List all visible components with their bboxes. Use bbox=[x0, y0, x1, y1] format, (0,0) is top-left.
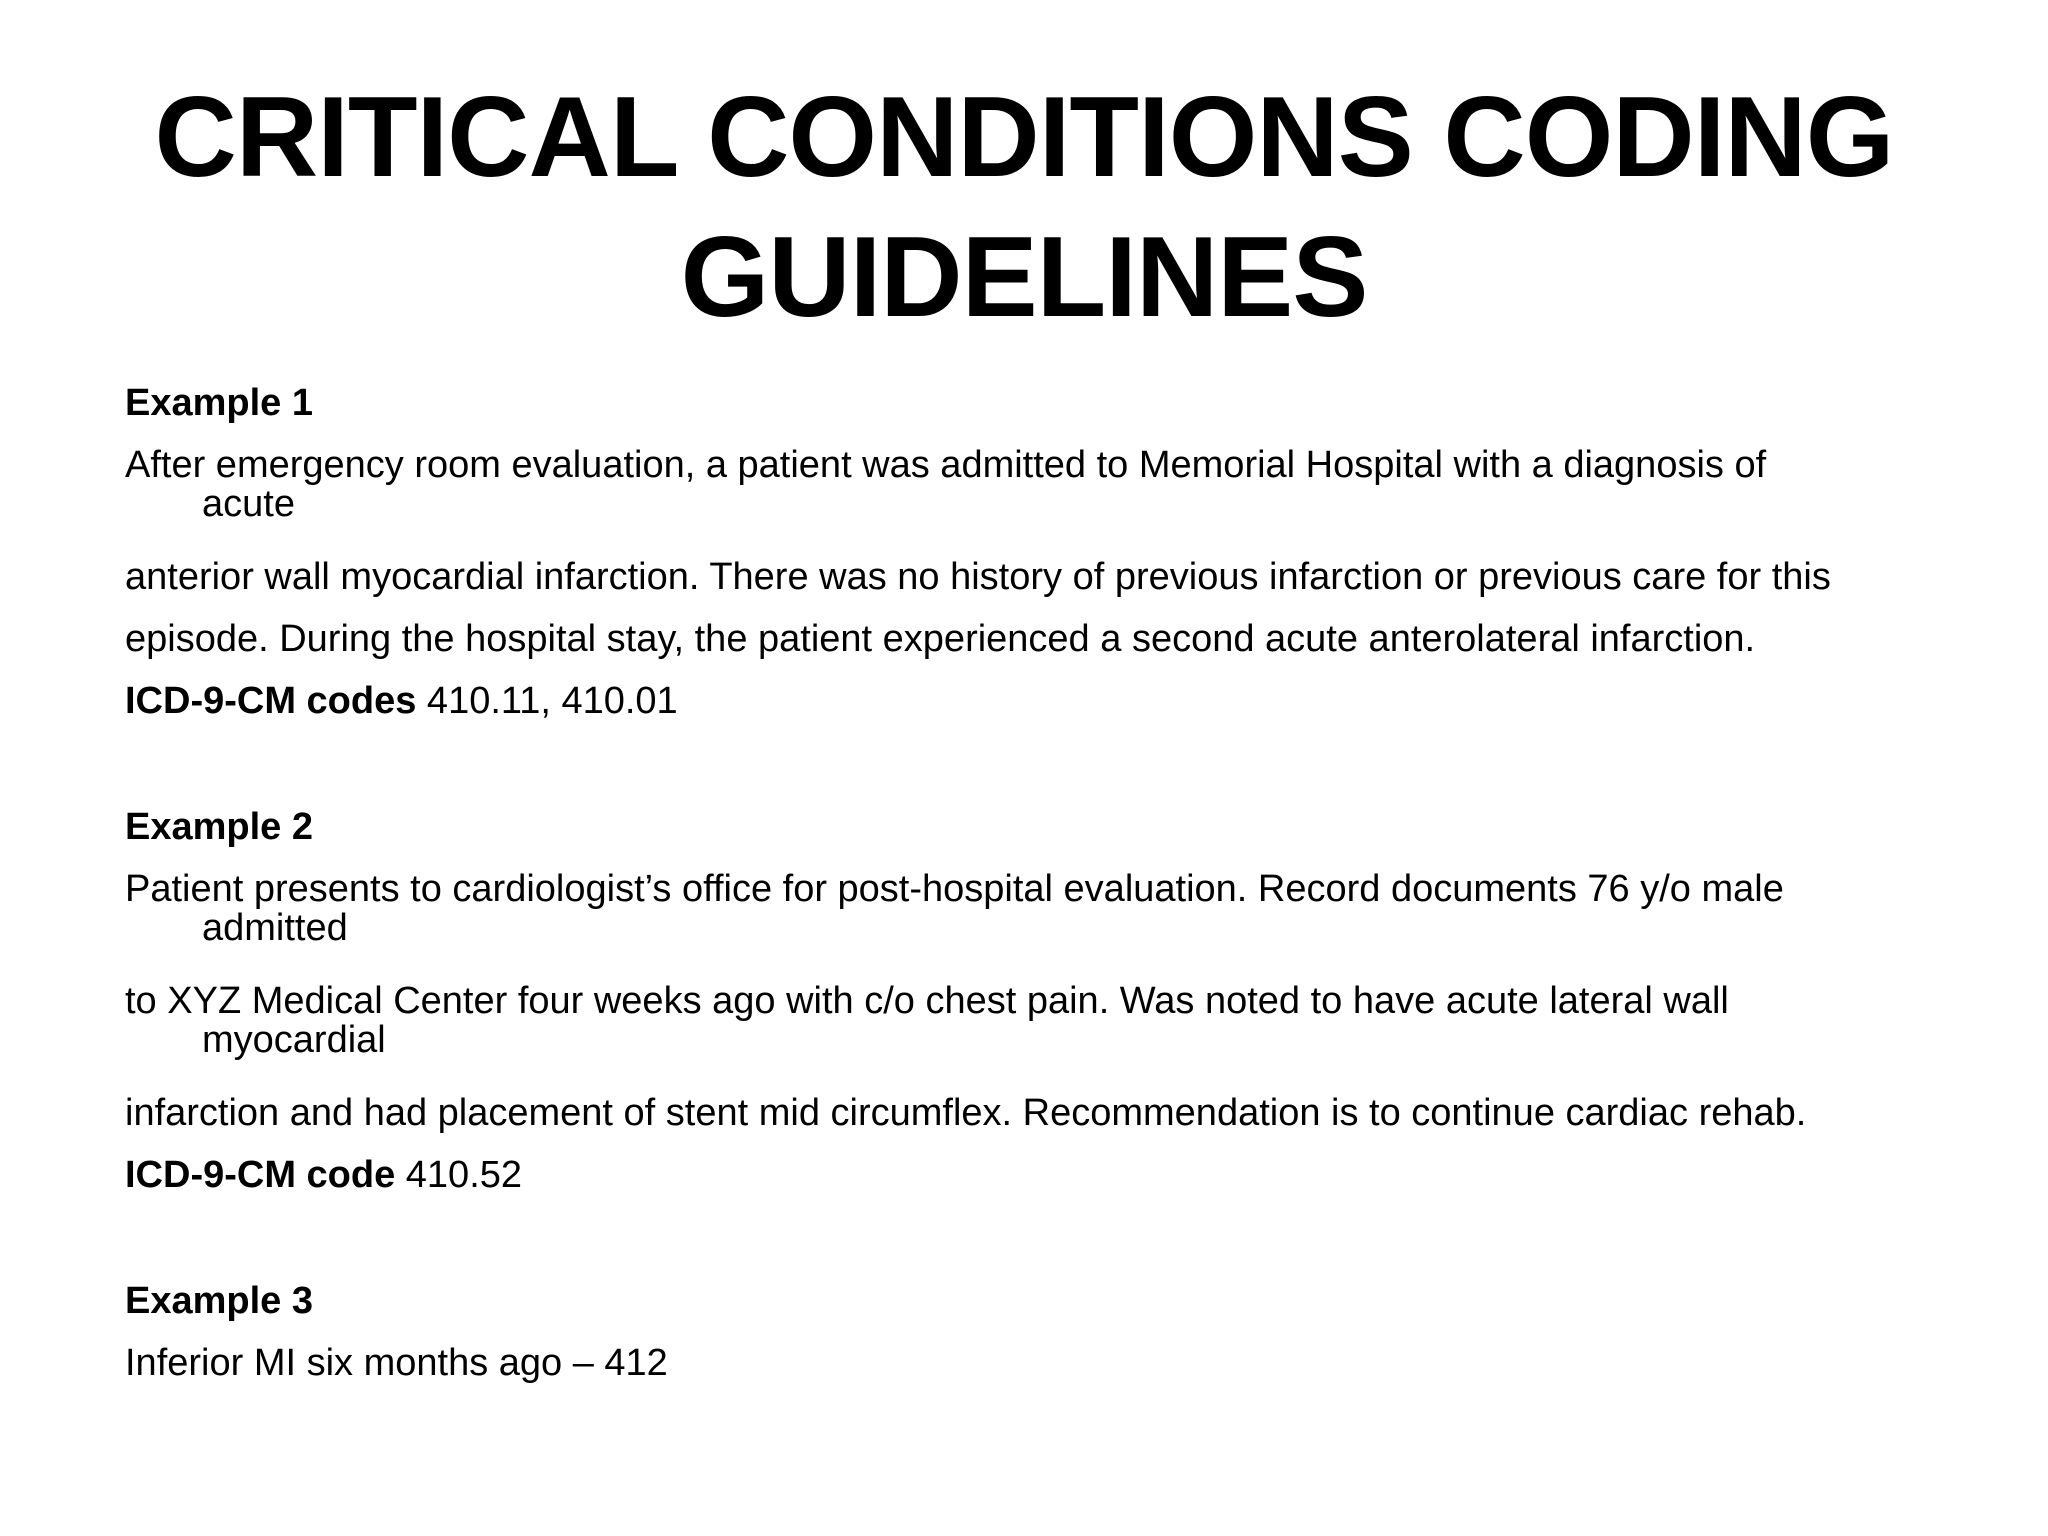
title-line-1: CRITICAL CONDITIONS CODING bbox=[154, 74, 1894, 201]
example-2-code-label: ICD-9-CM code bbox=[125, 1154, 396, 1196]
example-3 bbox=[125, 1270, 1965, 1394]
title-line-2: GUIDELINES bbox=[680, 214, 1368, 341]
section-gap bbox=[125, 1206, 1965, 1270]
example-1-line-3: episode. During the hospital stay, the patient experienced a second acute anterolateral infarction. bbox=[125, 618, 1756, 660]
example-2-line-3: infarction and had placement of stent mid circumflex. Recommendation is to continue cardiac rehab. bbox=[125, 1092, 1807, 1134]
document-body bbox=[125, 372, 1965, 1394]
example-2-line-1-wrap: admitted bbox=[202, 907, 348, 949]
example-1-heading: Example 1 bbox=[125, 382, 313, 424]
section-gap bbox=[125, 732, 1965, 796]
example-1-line-1: After emergency room evaluation, a patient was admitted to Memorial Hospital with a diagnosis of bbox=[125, 444, 1767, 486]
example-2-code bbox=[125, 1144, 1965, 1206]
example-2-line-2: to XYZ Medical Center four weeks ago with c/o chest pain. Was noted to have acute lateral wall bbox=[125, 980, 1729, 1022]
example-1 bbox=[125, 372, 1965, 732]
page-title bbox=[0, 68, 2048, 348]
example-2-line-2-wrap: myocardial bbox=[202, 1019, 386, 1061]
example-1-line-2: anterior wall myocardial infarction. There was no history of previous infarction or previous care for this bbox=[125, 556, 1831, 598]
example-1-code-value: 410.11, 410.01 bbox=[416, 680, 678, 722]
example-1-code bbox=[125, 670, 1965, 732]
example-2-heading: Example 2 bbox=[125, 806, 313, 848]
example-1-line-1-wrap: acute bbox=[202, 483, 295, 525]
example-1-code-label: ICD-9-CM codes bbox=[125, 680, 417, 722]
example-3-heading: Example 3 bbox=[125, 1280, 313, 1322]
example-2-line-1: Patient presents to cardiologist’s office for post-hospital evaluation. Record documents 76 y/o male bbox=[125, 868, 1784, 910]
example-2-code-value: 410.52 bbox=[395, 1154, 523, 1196]
example-3-line-1: Inferior MI six months ago – 412 bbox=[125, 1342, 668, 1384]
example-2 bbox=[125, 796, 1965, 1206]
